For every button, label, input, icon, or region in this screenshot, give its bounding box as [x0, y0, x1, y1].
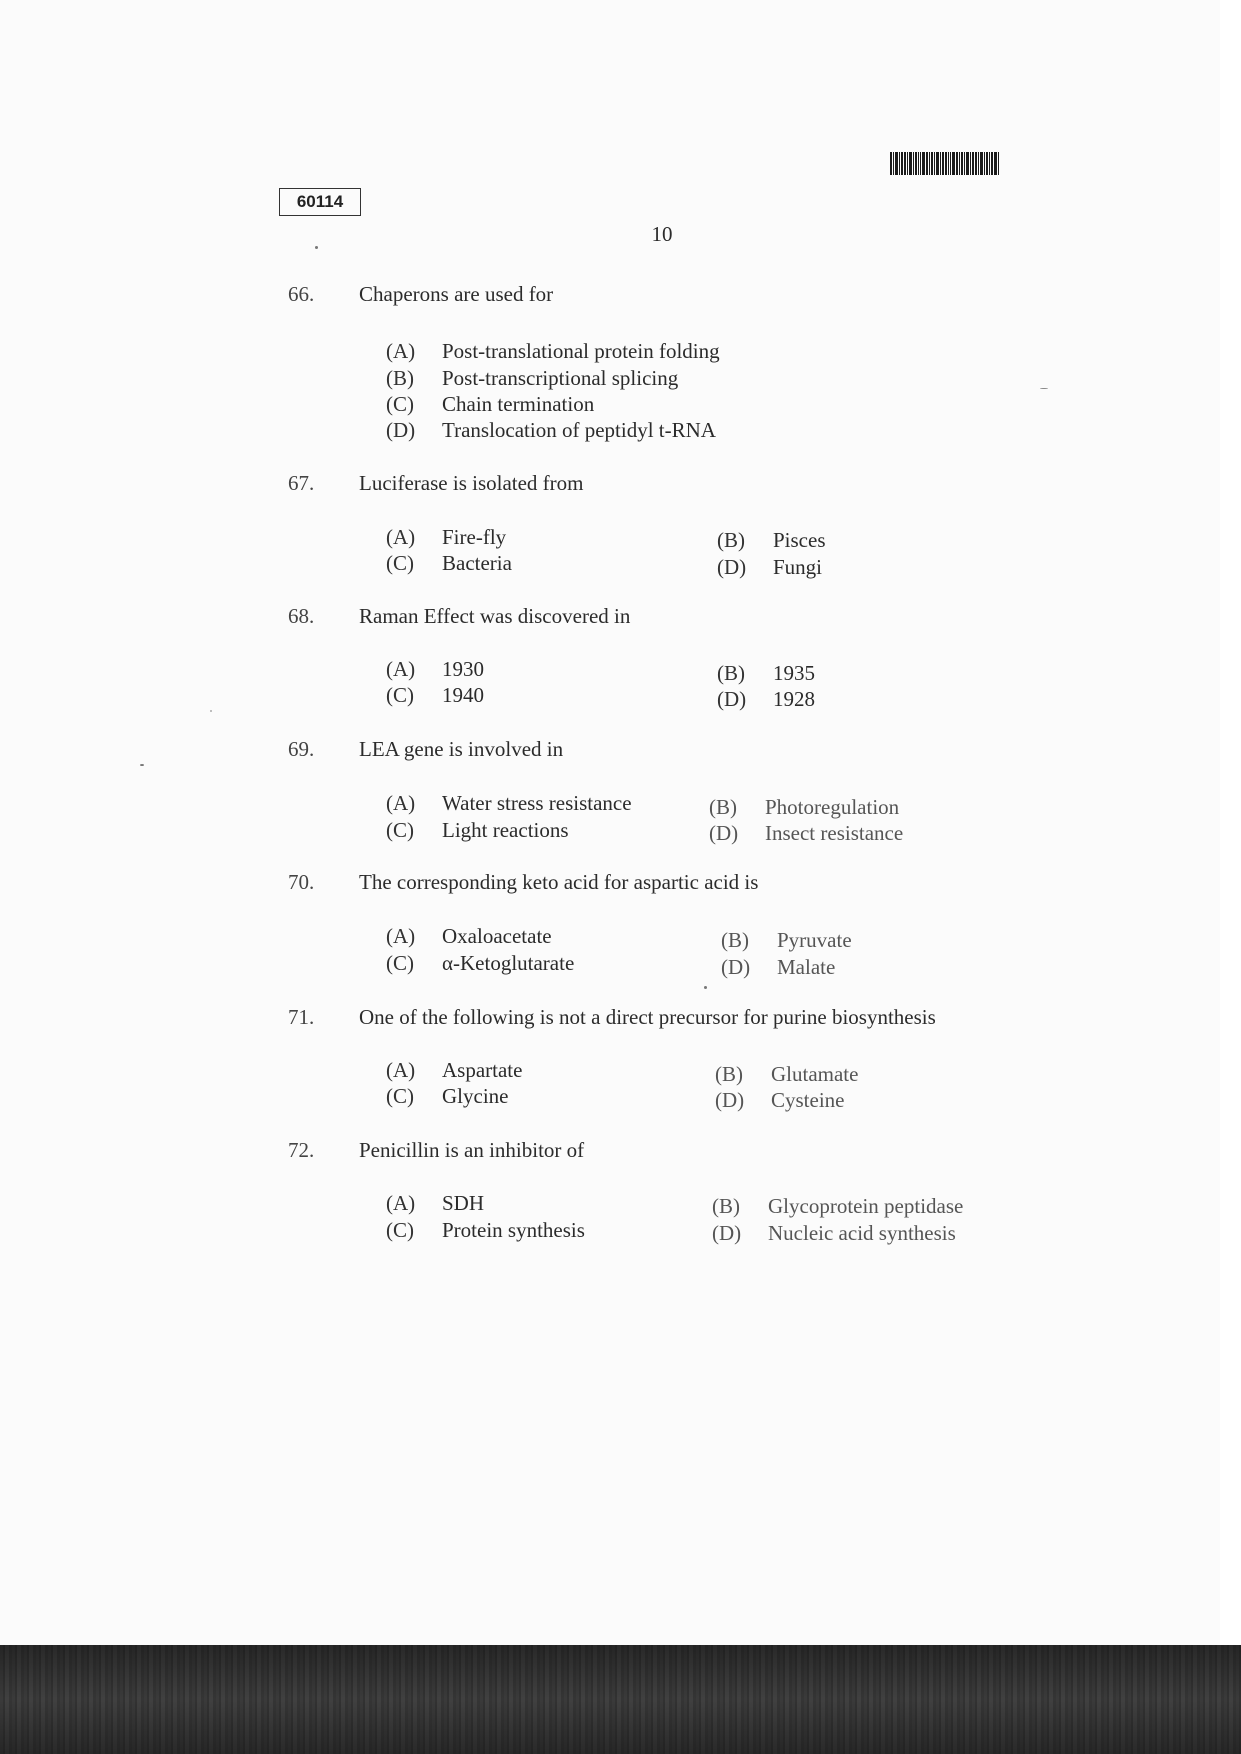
- question-text: The corresponding keto acid for aspartic acid is: [359, 870, 759, 894]
- option-a: [386, 1058, 522, 1083]
- option-text: Oxaloacetate: [442, 924, 552, 948]
- option-label: (A): [386, 791, 416, 815]
- question-number: 68.: [288, 604, 315, 628]
- option-b: [721, 928, 852, 953]
- option-label: (C): [386, 818, 414, 842]
- option-d: [386, 418, 716, 443]
- scan-speck: [315, 246, 318, 249]
- option-label: (C): [386, 1084, 414, 1108]
- option-b: [717, 528, 826, 553]
- option-label: (D): [717, 555, 747, 579]
- option-text: Translocation of peptidyl t-RNA: [442, 418, 716, 442]
- option-text: 1935: [773, 661, 815, 685]
- option-d: [721, 955, 835, 980]
- option-text: Water stress resistance: [442, 791, 632, 815]
- option-a: [386, 924, 552, 949]
- option-label: (A): [386, 525, 416, 549]
- option-text: Glycine: [442, 1084, 509, 1108]
- question-number: 71.: [288, 1005, 315, 1029]
- scan-speck: [210, 710, 212, 712]
- option-label: (D): [709, 821, 739, 845]
- option-label: (B): [717, 661, 745, 685]
- option-c: [386, 551, 512, 576]
- option-d: [717, 555, 822, 580]
- question-number: 70.: [288, 870, 315, 894]
- option-c: [386, 951, 574, 976]
- option-text: α-Ketoglutarate: [442, 951, 575, 975]
- scan-speck: [704, 986, 707, 989]
- option-text: Malate: [777, 955, 836, 979]
- page-number: 10: [651, 222, 673, 246]
- question-text: LEA gene is involved in: [359, 737, 564, 761]
- option-a: [386, 339, 720, 364]
- question-number: 66.: [288, 282, 315, 306]
- option-label: (B): [721, 928, 749, 952]
- option-text: Protein synthesis: [442, 1218, 585, 1242]
- scan-right-margin: [1220, 0, 1241, 1645]
- option-label: (D): [712, 1221, 742, 1245]
- option-b: [712, 1194, 963, 1219]
- option-text: 1930: [442, 657, 484, 681]
- option-label: (C): [386, 951, 414, 975]
- option-label: (B): [709, 795, 737, 819]
- option-label: (D): [386, 418, 416, 442]
- barcode: [890, 152, 1022, 175]
- option-label: (A): [386, 657, 416, 681]
- paper-code-box: 60114: [279, 188, 361, 216]
- option-text: Fire-fly: [442, 525, 507, 549]
- option-label: (C): [386, 1218, 414, 1242]
- option-label: (D): [715, 1088, 745, 1112]
- scanner-edge-strip: [0, 1645, 1241, 1754]
- scan-speck: [1040, 388, 1048, 389]
- option-text: Nucleic acid synthesis: [768, 1221, 956, 1245]
- option-b: [709, 795, 899, 820]
- option-label: (D): [721, 955, 751, 979]
- question-number: 69.: [288, 737, 315, 761]
- option-text: Cysteine: [771, 1088, 845, 1112]
- option-text: Glutamate: [771, 1062, 859, 1086]
- option-text: Pyruvate: [777, 928, 852, 952]
- option-label: (C): [386, 392, 414, 416]
- option-text: Post-translational protein folding: [442, 339, 720, 363]
- option-c: [386, 1218, 585, 1243]
- option-label: (B): [386, 366, 414, 390]
- option-label: (A): [386, 339, 416, 363]
- option-d: [715, 1088, 845, 1113]
- option-text: Aspartate: [442, 1058, 523, 1082]
- option-text: Chain termination: [442, 392, 595, 416]
- option-text: SDH: [442, 1191, 485, 1215]
- option-label: (A): [386, 924, 416, 948]
- option-a: [386, 657, 484, 682]
- option-label: (A): [386, 1058, 416, 1082]
- option-label: (D): [717, 687, 747, 711]
- option-label: (B): [712, 1194, 740, 1218]
- option-text: Photoregulation: [765, 795, 900, 819]
- option-text: 1928: [773, 687, 815, 711]
- option-label: (C): [386, 551, 414, 575]
- option-a: [386, 525, 506, 550]
- option-text: Post-transcriptional splicing: [442, 366, 679, 390]
- option-label: (B): [715, 1062, 743, 1086]
- option-b: [715, 1062, 858, 1087]
- question-text: Luciferase is isolated from: [359, 471, 584, 495]
- option-text: Bacteria: [442, 551, 512, 575]
- option-c: [386, 818, 569, 843]
- option-text: Light reactions: [442, 818, 569, 842]
- option-b: [386, 366, 678, 391]
- option-a: [386, 791, 632, 816]
- option-c: [386, 683, 484, 708]
- question-text: Penicillin is an inhibitor of: [359, 1138, 585, 1162]
- question-number: 67.: [288, 471, 315, 495]
- option-label: (A): [386, 1191, 416, 1215]
- option-c: [386, 1084, 508, 1109]
- question-number: 72.: [288, 1138, 315, 1162]
- option-label: (B): [717, 528, 745, 552]
- option-label: (C): [386, 683, 414, 707]
- option-d: [717, 687, 815, 712]
- option-text: Fungi: [773, 555, 823, 579]
- option-text: 1940: [442, 683, 484, 707]
- question-text: Raman Effect was discovered in: [359, 604, 631, 628]
- question-text: One of the following is not a direct precursor for purine biosynthesis: [359, 1005, 936, 1029]
- option-text: Pisces: [773, 528, 826, 552]
- option-d: [712, 1221, 956, 1246]
- option-text: Glycoprotein peptidase: [768, 1194, 964, 1218]
- option-a: [386, 1191, 484, 1216]
- option-b: [717, 661, 815, 686]
- option-text: Insect resistance: [765, 821, 904, 845]
- question-text: Chaperons are used for: [359, 282, 554, 306]
- option-d: [709, 821, 903, 846]
- option-c: [386, 392, 594, 417]
- scan-speck: [140, 764, 144, 766]
